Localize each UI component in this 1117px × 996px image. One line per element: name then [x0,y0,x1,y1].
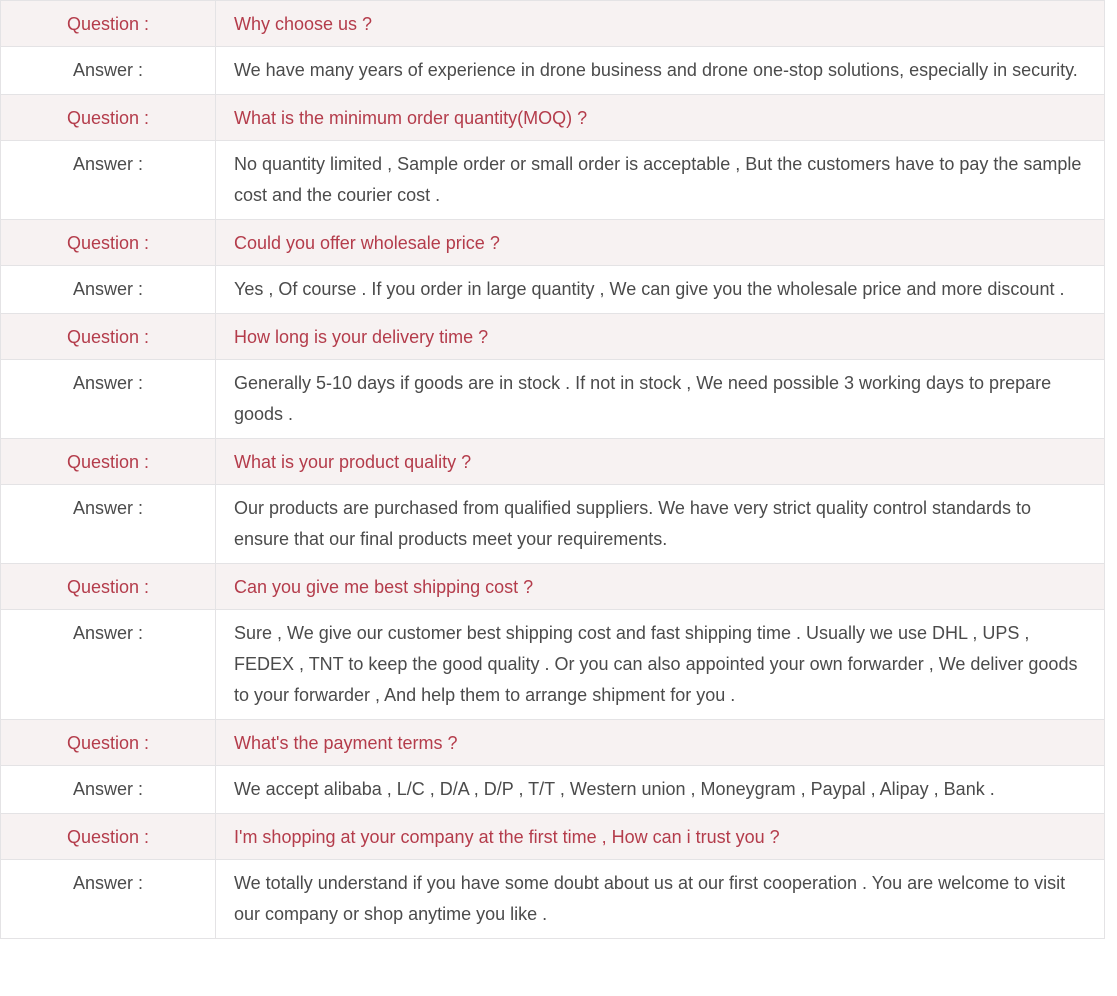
answer-label-cell [1,141,216,219]
faq-answer-row [1,47,1104,95]
answer-text-cell [216,766,1104,813]
faq-answer-row [1,610,1104,720]
faq-answer-row [1,360,1104,439]
question-text-cell [216,564,1104,609]
answer-label-cell [1,266,216,313]
question-label: Question : [66,576,150,597]
question-text: What is your product quality ? [234,451,472,472]
answer-text-cell [216,485,1104,563]
question-label-cell [1,314,216,359]
faq-question-row [1,720,1104,766]
faq-answer-row [1,141,1104,220]
faq-question-row [1,95,1104,141]
answer-label: Answer : [72,154,144,174]
answer-label: Answer : [72,779,144,799]
question-text-cell [216,720,1104,765]
question-text: What's the payment terms ? [234,732,458,753]
faq-question-row [1,439,1104,485]
question-text-cell [216,95,1104,140]
question-label: Question : [66,826,150,847]
question-label-cell [1,564,216,609]
question-text: What is the minimum order quantity(MOQ) ? [234,107,588,128]
answer-label-cell [1,47,216,94]
answer-label: Answer : [72,873,144,893]
answer-text: Generally 5-10 days if goods are in stock . If not in stock , We need possible 3 working days to prepare goods . [234,373,1052,424]
question-text: Could you offer wholesale price ? [234,232,500,253]
faq-question-row [1,1,1104,47]
question-text: Can you give me best shipping cost ? [234,576,534,597]
question-text-cell [216,220,1104,265]
answer-text: We totally understand if you have some doubt about us at our first cooperation . You are welcome to visit our company or shop anytime you like . [234,873,1066,924]
question-label: Question : [66,326,150,347]
answer-label-cell [1,766,216,813]
question-text-cell [216,1,1104,46]
question-label-cell [1,95,216,140]
question-text: How long is your delivery time ? [234,326,489,347]
answer-text: Our products are purchased from qualified suppliers. We have very strict quality control standards to ensure that our final products meet your requirements. [234,498,1032,549]
answer-text: Sure , We give our customer best shipping cost and fast shipping time . Usually we use DHL , UPS , FEDEX , TNT to keep the good quality . Or you can also appointed your own forwarder , We deliver goods to your forwarder , And help them to arrange shipment for you . [234,623,1078,705]
faq-question-row [1,220,1104,266]
faq-answer-row [1,266,1104,314]
answer-text: No quantity limited , Sample order or small order is acceptable , But the customers have to pay the sample cost and the courier cost . [234,154,1082,205]
answer-label-cell [1,860,216,938]
question-text-cell [216,814,1104,859]
answer-text-cell [216,266,1104,313]
faq-answer-row [1,766,1104,814]
question-label-cell [1,220,216,265]
answer-text-cell [216,360,1104,438]
question-label: Question : [66,732,150,753]
question-label-cell [1,1,216,46]
answer-text: We have many years of experience in drone business and drone one-stop solutions, especially in security. [234,60,1078,80]
question-label: Question : [66,232,150,253]
answer-label: Answer : [72,279,144,299]
answer-label: Answer : [72,60,144,80]
faq-question-row [1,814,1104,860]
faq-answer-row [1,860,1104,939]
question-label-cell [1,439,216,484]
answer-label: Answer : [72,623,144,643]
question-text: Why choose us ? [234,13,373,34]
answer-text-cell [216,860,1104,938]
faq-question-row [1,564,1104,610]
answer-text: We accept alibaba , L/C , D/A , D/P , T/T , Western union , Moneygram , Paypal , Alipay , Bank . [234,779,995,799]
answer-label-cell [1,485,216,563]
answer-label-cell [1,360,216,438]
faq-question-row [1,314,1104,360]
question-label-cell [1,814,216,859]
question-text-cell [216,314,1104,359]
question-text: I'm shopping at your company at the first time , How can i trust you ? [234,826,780,847]
answer-text-cell [216,47,1104,94]
question-label: Question : [66,13,150,34]
answer-label: Answer : [72,498,144,518]
question-label: Question : [66,451,150,472]
question-label: Question : [66,107,150,128]
faq-answer-row [1,485,1104,564]
question-text-cell [216,439,1104,484]
answer-text-cell [216,610,1104,719]
answer-text-cell [216,141,1104,219]
answer-text: Yes , Of course . If you order in large quantity , We can give you the wholesale price and more discount . [234,279,1065,299]
answer-label: Answer : [72,373,144,393]
answer-label-cell [1,610,216,719]
question-label-cell [1,720,216,765]
